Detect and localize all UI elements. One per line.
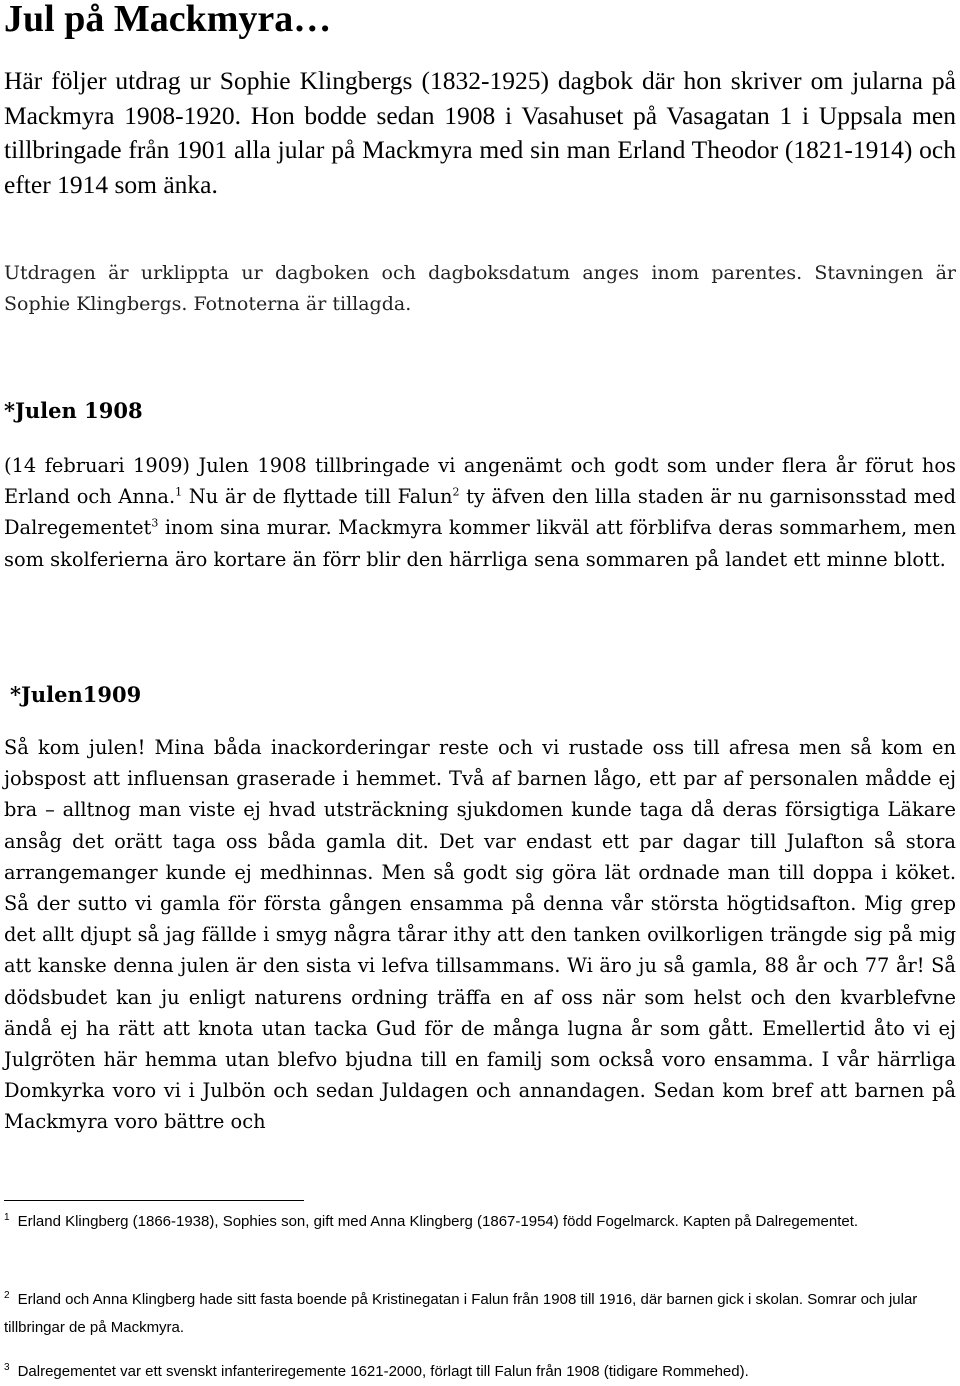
- footnote-number: 1: [4, 1212, 10, 1223]
- footnote-2: [4, 1286, 934, 1342]
- footnote-ref-2[interactable]: 2: [452, 485, 460, 499]
- footnote-number: 2: [4, 1290, 10, 1301]
- diary-entry-1909: Så kom julen! Mina båda inackorderingar reste och vi rustade oss till afresa men så kom en jobspost att influensan graserade i hemmet. Två af barnen lågo, ett par af personalen mådde ej bra – alltnog man viste ej hvad utsträckning sjukdomen kunde taga då deras försigtiga Läkare ansåg det orätt taga oss båda gamla dit. Det var endast ett par dagar till Julafton så stora arrangemanger kunde ej medhinnas. Men så godt sig göra lät ordnade man till doppa i köket. Så der sutto vi gamla för första gången ensamma på denna vår största högtidsafton. Mig grep det allt djupt så jag fällde i smyg några tårar ithy att den tanken ovilkorligen trängde sig på mig att kanske denna julen är den sista vi lefva tillsammans. Wi äro ju så gamla, 88 år och 77 år! Så dödsbudet kan ju enligt naturens ordning träffa en af oss när som helst och den kvarblefvne ändå ej ha rätt att knota utan tacka Gud för de många lugna år som gått. Emellertid åto vi ej Julgröten här hemma utan blefvo bjudna till en familj som också voro ensamma. I vår härrliga Domkyrka voro vi i Julbön och sedan Juldagen och annandagen. Sedan kom bref att barnen på Mackmyra voro bättre och: [4, 736, 956, 1134]
- editorial-note: Utdragen är urklippta ur dagboken och dagboksdatum anges inom parentes. Stavningen är Sophie Klingbergs. Fotnoterna är tillagda.: [4, 262, 956, 315]
- footnote-text: Erland och Anna Klingberg hade sitt fasta boende på Kristinegatan i Falun från 1908 till 1916, där barnen gick i skolan. Somrar och jular tillbringar de på Mackmyra.: [4, 1291, 918, 1336]
- footnote-text: Dalregementet var ett svenskt infanteriregemente 1621-2000, förlagt till Falun från 1908 (tidigare Rommehed).: [17, 1363, 749, 1380]
- entry-text: inom sina murar. Mackmyra kommer likväl att förblifva deras sommarhem, men som skolferierna äro kortare än förr blir den härrliga sena sommaren på landet ett minne blott.: [4, 516, 956, 571]
- section-heading-julen-1909: *Julen1909: [10, 682, 142, 707]
- footnote-1: [4, 1208, 934, 1236]
- intro-paragraph: Här följer utdrag ur Sophie Klingbergs (1832-1925) dagbok där hon skriver om jularna på Mackmyra 1908-1920. Hon bodde sedan 1908 i Vasahuset på Vasagatan 1 i Uppsala men tillbringade från 1901 alla jular på Mackmyra med sin man Erland Theodor (1821-1914) och efter 1914 som änka.: [4, 66, 956, 199]
- footnote-ref-3[interactable]: 3: [151, 516, 159, 530]
- entry-text: (14 februari 1909) Julen 1908 tillbringade vi angenämt och godt som under flera år förut hos Erland och Anna.: [4, 454, 956, 509]
- footnote-number: 3: [4, 1362, 10, 1373]
- footnote-3: [4, 1358, 934, 1386]
- page-title: Jul på Mackmyra…: [4, 0, 332, 40]
- footnote-divider: [4, 1200, 304, 1201]
- footnote-ref-1[interactable]: 1: [175, 485, 183, 499]
- entry-text: ty äfven den lilla staden är nu garnisonsstad med Dalregementet: [4, 485, 956, 540]
- entry-text: Nu är de flyttade till Falun: [182, 485, 453, 509]
- diary-entry-1908: [4, 450, 956, 575]
- section-heading-julen-1908: *Julen 1908: [4, 398, 143, 423]
- footnote-text: Erland Klingberg (1866-1938), Sophies son, gift med Anna Klingberg (1867-1954) född Fogelmarck. Kapten på Dalregementet.: [17, 1213, 859, 1230]
